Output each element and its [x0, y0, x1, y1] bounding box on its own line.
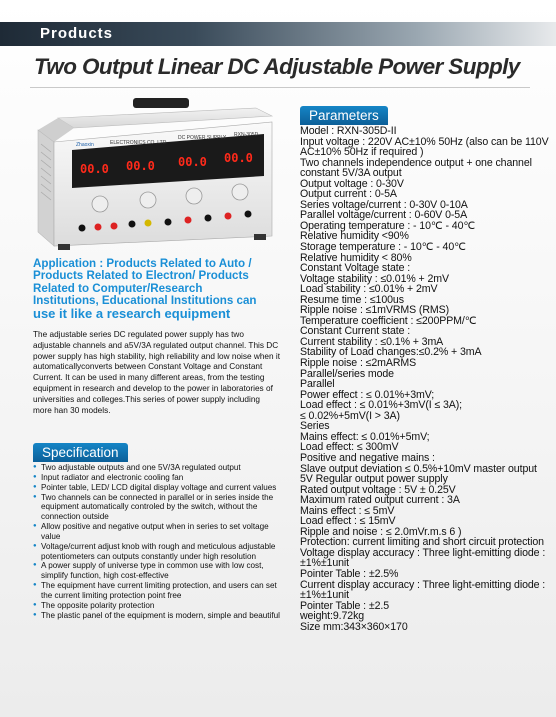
parameter-line: Ripple and noise : ≤ 2.0mVr.m.s 6 )	[300, 525, 462, 538]
led-voltage-1: 00.0	[80, 162, 109, 176]
knob-1	[92, 196, 108, 212]
parameter-line: Current stability : ≤0.1% + 3mA	[300, 335, 444, 348]
parameter-line: Ripple noise : ≤1mVRMS (RMS)	[300, 304, 450, 317]
parameter-line: Protection: current limiting and short circuit protection	[300, 536, 544, 549]
specification-list	[33, 463, 285, 621]
parameter-line: Model : RXN-305D-II	[300, 125, 397, 137]
parameter-line: Pointer Table : ±2.5%	[300, 567, 399, 580]
list-item: ● A power supply of universe type in common use with low cost, simplify function, high cost-effective	[33, 561, 285, 581]
parameters-heading: Parameters	[300, 106, 388, 125]
parameter-line: Ripple noise : ≤2mARMS	[300, 357, 417, 370]
parameter-line: Relative humidity <90%	[300, 230, 409, 243]
parameter-line: Rated output voltage : 5V ± 0.25V	[300, 483, 456, 496]
panel-label: DC POWER SUPPLY	[178, 135, 227, 141]
parameter-line: Size mm:343×360×170	[300, 620, 408, 633]
list-item: ● Voltage/current adjust knob with rough and meticulous adjustable potentiometers can outputs constantly under high resolution	[33, 542, 285, 562]
list-item: ● The plastic panel of the equipment is modern, simple and beautiful	[33, 611, 285, 621]
parameter-line: weight:9.72kg	[300, 610, 365, 623]
model-tag: RXN-305D	[234, 132, 259, 138]
list-item: ● Input radiator and electronic cooling fan	[33, 473, 285, 483]
parameter-line: Parallel	[300, 378, 335, 391]
parameter-line: Stability of Load changes:≤0.2% + 3mA	[300, 346, 482, 359]
parameter-line: Mains effect : ≤ 5mV	[300, 504, 395, 517]
parameter-line: Mains effect: ≤ 0.01%+5mV;	[300, 430, 430, 443]
parameter-line: Series	[300, 420, 330, 433]
company-label: ELECTRONICS CO.,LTD.	[110, 140, 168, 146]
page-title: Two Output Linear DC Adjustable Power Supply	[34, 54, 520, 79]
application-line: use it like a research equipment	[33, 305, 231, 321]
parameter-line: Output current : 0-5A	[300, 188, 397, 201]
knob-3	[186, 188, 202, 204]
application-line: Application : Products Related to Auto /	[33, 257, 252, 270]
list-item: ● The opposite polarity protection	[33, 601, 285, 611]
list-item: ● Two adjustable outputs and one 5V/3A regulated output	[33, 463, 285, 473]
parameter-line: Relative humidity < 80%	[300, 251, 412, 264]
application-line: Institutions, Educational Institutions can	[33, 294, 257, 308]
parameter-line: Load effect: ≤ 300mV	[300, 441, 399, 454]
product-description: The adjustable series DC regulated power supply has two adjustable channels and a5V/3A regulated output channel. This DC power supply has high stability, high reliability and low noise when it automaticallyconverts between Constant Voltage and Constant Current. It can be used in many different areas, from the testing equipment in research and develop to the power in laboratories of universities and colleges.This series of power supply including more han 30 models.	[33, 330, 281, 415]
led-current-2: 00.0	[224, 151, 253, 165]
carry-handle	[133, 98, 189, 108]
led-voltage-2: 00.0	[178, 155, 207, 169]
parameter-line: Power effect : ≤ 0.01%+3mV;	[300, 388, 435, 401]
parameter-line: Maximum rated output current : 3A	[300, 494, 460, 507]
parameter-line: 5V Regular output power supply	[300, 473, 448, 486]
parameter-line: Load effect : ≤ 15mV	[300, 515, 396, 528]
specification-heading: Specification	[33, 443, 128, 462]
parameter-line: Load stability : ≤0.01% + 2mV	[300, 283, 438, 296]
list-item: ● The equipment have current limiting protection, and users can set the current limiting protection point free	[33, 581, 285, 601]
led-current-1: 00.0	[126, 159, 155, 173]
parameter-line: Two channels independence output + one channel constant 5V/3A output	[300, 156, 532, 180]
parameter-line: Load effect : ≤ 0.01%+3mV(I ≤ 3A);	[300, 399, 463, 412]
application-line: Related to Computer/Research	[33, 281, 203, 295]
title-divider	[30, 87, 530, 88]
knob-4	[232, 184, 248, 200]
parameter-line: Positive and negative mains :	[300, 451, 435, 464]
parameter-line: Series voltage/current : 0-30V 0-10A	[300, 198, 468, 211]
parameter-line: Parallel voltage/current : 0-60V 0-5A	[300, 209, 468, 222]
parameter-line: Operating temperature : - 10℃ - 40℃	[300, 219, 476, 232]
parameter-line: ≤ 0.02%+5mV(I > 3A)	[300, 409, 400, 422]
list-item: ● Two channels can be connected in parallel or in series inside the equipment automatically controled by the switch, without the connection outside	[33, 493, 285, 523]
parameter-line: Constant Current state :	[300, 325, 411, 338]
parameter-line: Temperature coefficient : ≤200PPM/℃	[300, 314, 477, 327]
power-supply-image	[28, 96, 278, 256]
products-tab[interactable]: Products	[40, 25, 114, 42]
parameter-line: Storage temperature : - 10℃ - 40℃	[300, 241, 466, 254]
parameter-line: Slave output deviation ≤ 0.5%+10mV master output	[300, 462, 537, 475]
parameter-line: Voltage stability : ≤0.01% + 2mV	[300, 272, 449, 285]
parameter-line: Input voltage : 220V AC±10% 50Hz (also can be 110V AC±10% 50Hz if required )	[300, 135, 549, 159]
application-line: Products Related to Electron/ Products	[33, 269, 249, 283]
parameter-line: Current display accuracy : Three light-emitting diode : ±1%±1unit	[300, 578, 546, 602]
parameter-line: Resume time : ≤100us	[300, 293, 404, 306]
parameters-list	[300, 126, 554, 632]
list-item: ● Allow positive and negative output when in series to set voltage value	[33, 522, 285, 542]
parameter-line: Output voltage : 0-30V	[300, 177, 404, 190]
application-text	[33, 258, 279, 320]
brand-label: Zhaoxin	[76, 142, 94, 148]
parameter-line: Constant Voltage state :	[300, 262, 411, 275]
parameter-line: Voltage display accuracy : Three light-emitting diode : ±1%±1unit	[300, 546, 546, 570]
products-header-bar	[0, 22, 556, 46]
list-item: ● Pointer table, LED/ LCD digital display voltage and current values	[33, 483, 285, 493]
parameter-line: Pointer Table : ±2.5	[300, 599, 390, 612]
parameter-line: Parallel/series mode	[300, 367, 394, 380]
knob-2	[140, 192, 156, 208]
